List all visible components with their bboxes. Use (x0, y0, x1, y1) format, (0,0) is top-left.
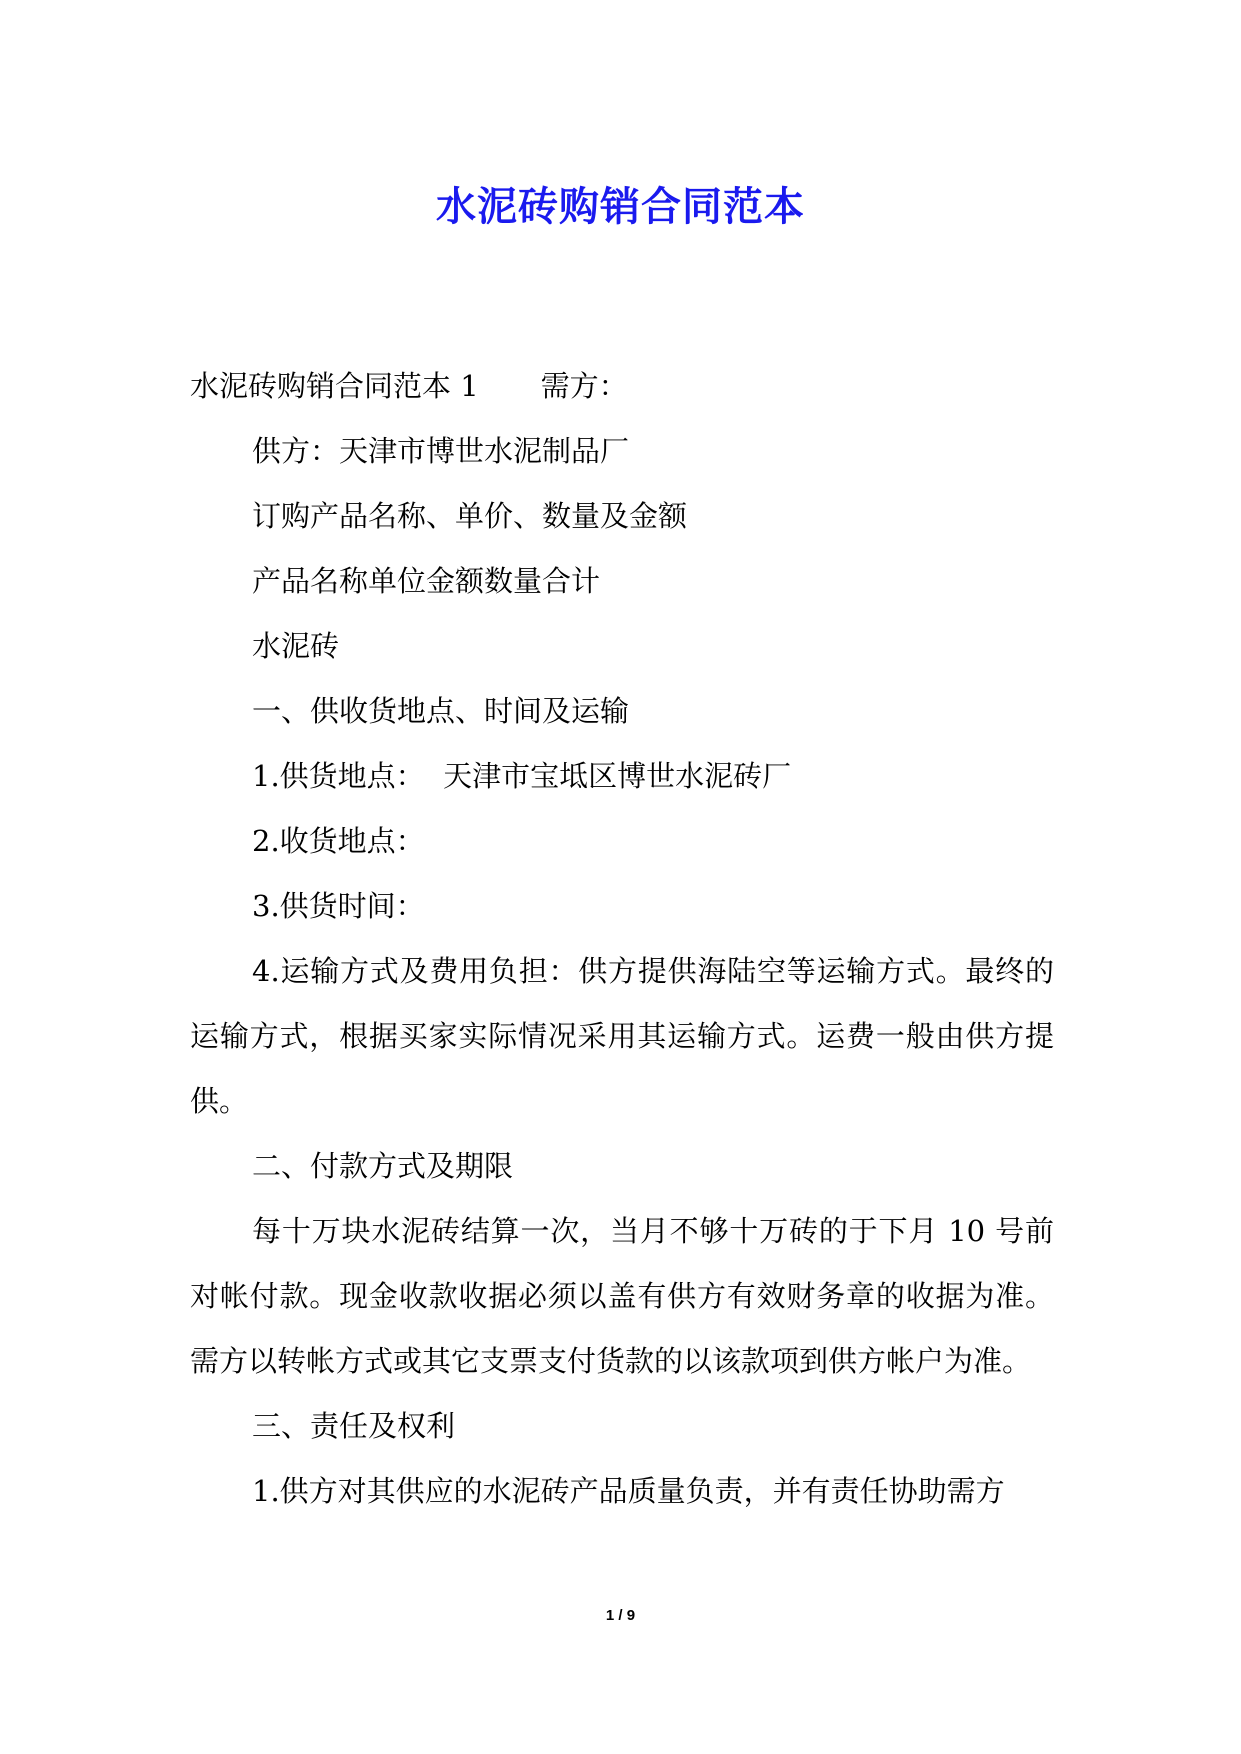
section-heading: 二、付款方式及期限 (252, 1149, 514, 1183)
paragraph: 每十万块水泥砖结算一次，当月不够十万砖的于下月 10 号前对帐付款。现金收款收据必须以盖有供方有效财务章的收据为准。需方以转帐方式或其它支票支付货款的以该款项到供方帐户为准。 (190, 1214, 1054, 1378)
paragraph: 2.收货地点： (252, 824, 425, 858)
paragraph: 水泥砖 (252, 629, 340, 663)
section-heading: 一、供收货地点、时间及运输 (252, 694, 630, 728)
paragraph: 订购产品名称、单价、数量及金额 (252, 499, 688, 533)
page-number: 1 / 9 (605, 1607, 636, 1624)
document-body (190, 354, 1054, 1524)
paragraph-heading-line (190, 354, 1054, 419)
paragraph: 3.供货时间： (252, 889, 425, 923)
document-title: 水泥砖购销合同范本 (436, 182, 805, 230)
paragraph: 供方：天津市博世水泥制品厂 (252, 434, 630, 468)
buyer-label: 需方： (540, 369, 628, 403)
paragraph: 4.运输方式及费用负担：供方提供海陆空等运输方式。最终的运输方式，根据买家实际情况采用其运输方式。运费一般由供方提供。 (190, 954, 1054, 1118)
paragraph: 1.供货地点： 天津市宝坻区博世水泥砖厂 (252, 759, 792, 793)
contract-name-label: 水泥砖购销合同范本 1 (190, 369, 479, 403)
paragraph: 产品名称单位金额数量合计 (252, 564, 601, 598)
section-heading: 三、责任及权利 (252, 1409, 456, 1443)
paragraph: 1.供方对其供应的水泥砖产品质量负责，并有责任协助需方 (252, 1474, 1005, 1508)
